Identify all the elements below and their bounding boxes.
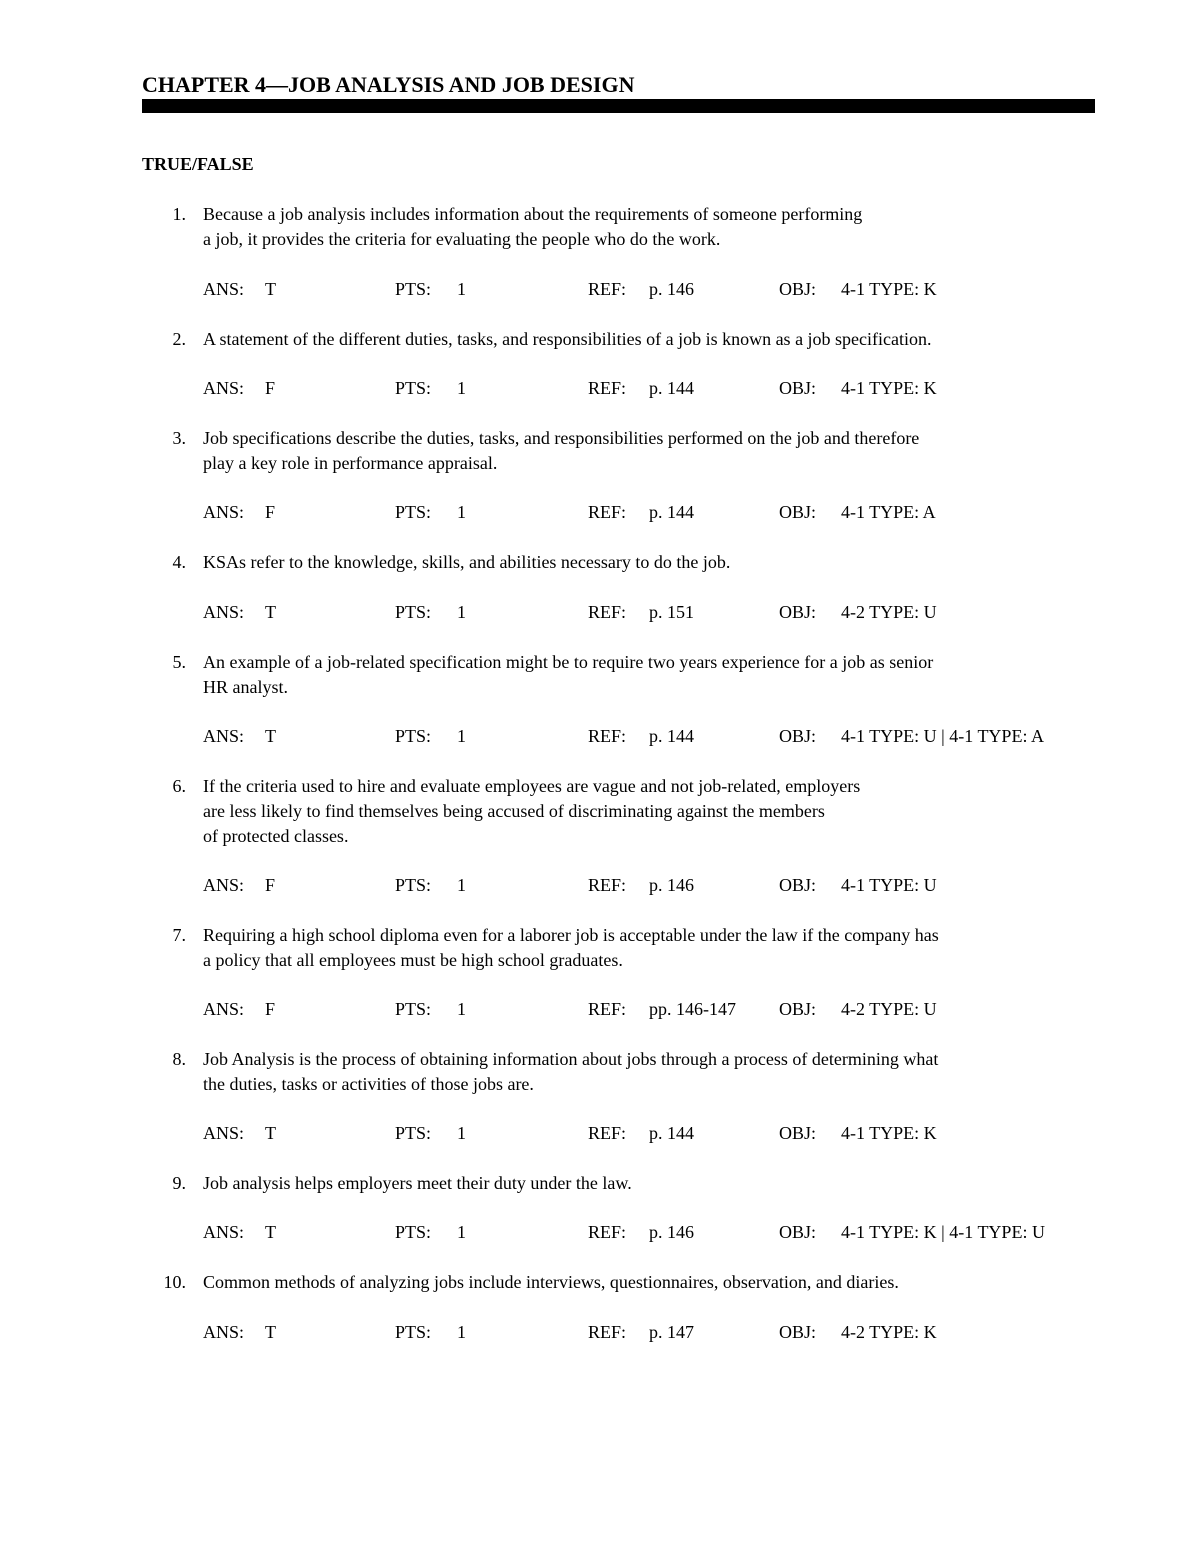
answer-label: ANS: [203,726,245,746]
objective-value: 4-1 TYPE: K [841,279,937,299]
objective-value: 4-1 TYPE: K | 4-1 TYPE: U [841,1222,1045,1242]
question-line: play a key role in performance appraisal. [203,453,498,473]
objective-label: OBJ: [779,875,817,895]
reference-value: p. 144 [649,1123,694,1143]
answer-meta-row [0,873,1200,898]
question-line: of protected classes. [203,826,349,846]
question-text [203,1171,1103,1196]
points-value: 1 [457,1322,466,1342]
points-label: PTS: [395,1322,432,1342]
question-line: If the criteria used to hire and evaluate employees are vague and not job-related, employers [203,776,861,796]
reference-label: REF: [588,999,627,1019]
points-label: PTS: [395,726,432,746]
reference-label: REF: [588,726,627,746]
points-label: PTS: [395,279,432,299]
question-line: a job, it provides the criteria for evaluating the people who do the work. [203,229,721,249]
reference-value: p. 147 [649,1322,694,1342]
question-text [203,1270,1103,1295]
question-number: 5. [172,652,186,672]
question-number: 9. [172,1173,186,1193]
answer-meta-row [0,724,1200,749]
question-text [203,923,1103,973]
answer-label: ANS: [203,999,245,1019]
objective-label: OBJ: [779,999,817,1019]
answer-value: F [265,999,276,1019]
reference-value: p. 144 [649,726,694,746]
answer-meta-row [0,277,1200,302]
question-number: 6. [172,776,186,796]
reference-value: p. 144 [649,378,694,398]
objective-label: OBJ: [779,1222,817,1242]
answer-label: ANS: [203,1123,245,1143]
reference-label: REF: [588,602,627,622]
answer-value: F [265,502,276,522]
reference-value: p. 144 [649,502,694,522]
points-label: PTS: [395,1222,432,1242]
question-text [203,1047,1103,1097]
points-value: 1 [457,726,466,746]
reference-value: p. 146 [649,1222,694,1242]
question-number: 3. [172,428,186,448]
points-value: 1 [457,875,466,895]
points-value: 1 [457,502,466,522]
question-line: are less likely to find themselves being accused of discriminating against the members [203,801,825,821]
reference-label: REF: [588,1222,627,1242]
reference-value: p. 151 [649,602,694,622]
reference-label: REF: [588,1322,627,1342]
answer-value: T [265,602,276,622]
section-heading: TRUE/FALSE [142,154,254,174]
answer-meta-row [0,500,1200,525]
answer-label: ANS: [203,875,245,895]
question-text [203,202,1103,252]
objective-value: 4-1 TYPE: U [841,875,937,895]
question-line: HR analyst. [203,677,288,697]
question-text [203,426,1103,476]
page-title: CHAPTER 4—JOB ANALYSIS AND JOB DESIGN [142,72,635,97]
objective-value: 4-1 TYPE: A [841,502,936,522]
question-line: An example of a job-related specification might be to require two years experience for a job as senior [203,652,934,672]
points-label: PTS: [395,1123,432,1143]
points-value: 1 [457,279,466,299]
points-value: 1 [457,999,466,1019]
question-line: KSAs refer to the knowledge, skills, and abilities necessary to do the job. [203,552,731,572]
answer-label: ANS: [203,602,245,622]
objective-value: 4-1 TYPE: K [841,378,937,398]
answer-meta-row [0,1121,1200,1146]
question-line: Common methods of analyzing jobs include interviews, questionnaires, observation, and diaries. [203,1272,899,1292]
question-line: Requiring a high school diploma even for a laborer job is acceptable under the law if the company has [203,925,939,945]
answer-meta-row [0,1220,1200,1245]
question-number: 4. [172,552,186,572]
objective-value: 4-2 TYPE: U [841,999,937,1019]
answer-meta-row [0,600,1200,625]
answer-label: ANS: [203,378,245,398]
reference-label: REF: [588,875,627,895]
question-number: 7. [172,925,186,945]
answer-label: ANS: [203,279,245,299]
question-number: 10. [163,1272,186,1292]
answer-value: F [265,378,276,398]
objective-label: OBJ: [779,1123,817,1143]
question-line: the duties, tasks or activities of those jobs are. [203,1074,534,1094]
reference-label: REF: [588,378,627,398]
answer-value: T [265,1123,276,1143]
points-label: PTS: [395,378,432,398]
question-text [203,774,1103,849]
question-line: Job Analysis is the process of obtaining information about jobs through a process of determining what [203,1049,939,1069]
answer-meta-row [0,997,1200,1022]
objective-label: OBJ: [779,602,817,622]
answer-value: T [265,279,276,299]
points-label: PTS: [395,875,432,895]
objective-label: OBJ: [779,378,817,398]
answer-meta-row [0,1320,1200,1345]
question-line: a policy that all employees must be high school graduates. [203,950,623,970]
question-line: Job analysis helps employers meet their duty under the law. [203,1173,632,1193]
question-number: 1. [172,204,186,224]
reference-value: p. 146 [649,875,694,895]
question-line: Because a job analysis includes information about the requirements of someone performing [203,204,863,224]
question-number: 8. [172,1049,186,1069]
points-label: PTS: [395,999,432,1019]
question-text [203,550,1103,575]
objective-value: 4-1 TYPE: U | 4-1 TYPE: A [841,726,1044,746]
answer-label: ANS: [203,502,245,522]
question-text [203,327,1103,352]
reference-value: pp. 146-147 [649,999,736,1019]
points-value: 1 [457,1222,466,1242]
answer-label: ANS: [203,1322,245,1342]
objective-label: OBJ: [779,279,817,299]
answer-value: F [265,875,276,895]
question-line: Job specifications describe the duties, tasks, and responsibilities performed on the job and therefore [203,428,920,448]
reference-label: REF: [588,279,627,299]
question-text [203,650,1103,700]
reference-label: REF: [588,1123,627,1143]
answer-value: T [265,726,276,746]
question-number: 2. [172,329,186,349]
points-value: 1 [457,378,466,398]
objective-label: OBJ: [779,502,817,522]
reference-value: p. 146 [649,279,694,299]
points-value: 1 [457,602,466,622]
objective-label: OBJ: [779,1322,817,1342]
objective-label: OBJ: [779,726,817,746]
answer-value: T [265,1322,276,1342]
objective-value: 4-2 TYPE: U [841,602,937,622]
reference-label: REF: [588,502,627,522]
points-label: PTS: [395,502,432,522]
question-line: A statement of the different duties, tasks, and responsibilities of a job is known as a job specification. [203,329,932,349]
answer-value: T [265,1222,276,1242]
points-value: 1 [457,1123,466,1143]
answer-meta-row [0,376,1200,401]
points-label: PTS: [395,602,432,622]
objective-value: 4-1 TYPE: K [841,1123,937,1143]
objective-value: 4-2 TYPE: K [841,1322,937,1342]
answer-label: ANS: [203,1222,245,1242]
